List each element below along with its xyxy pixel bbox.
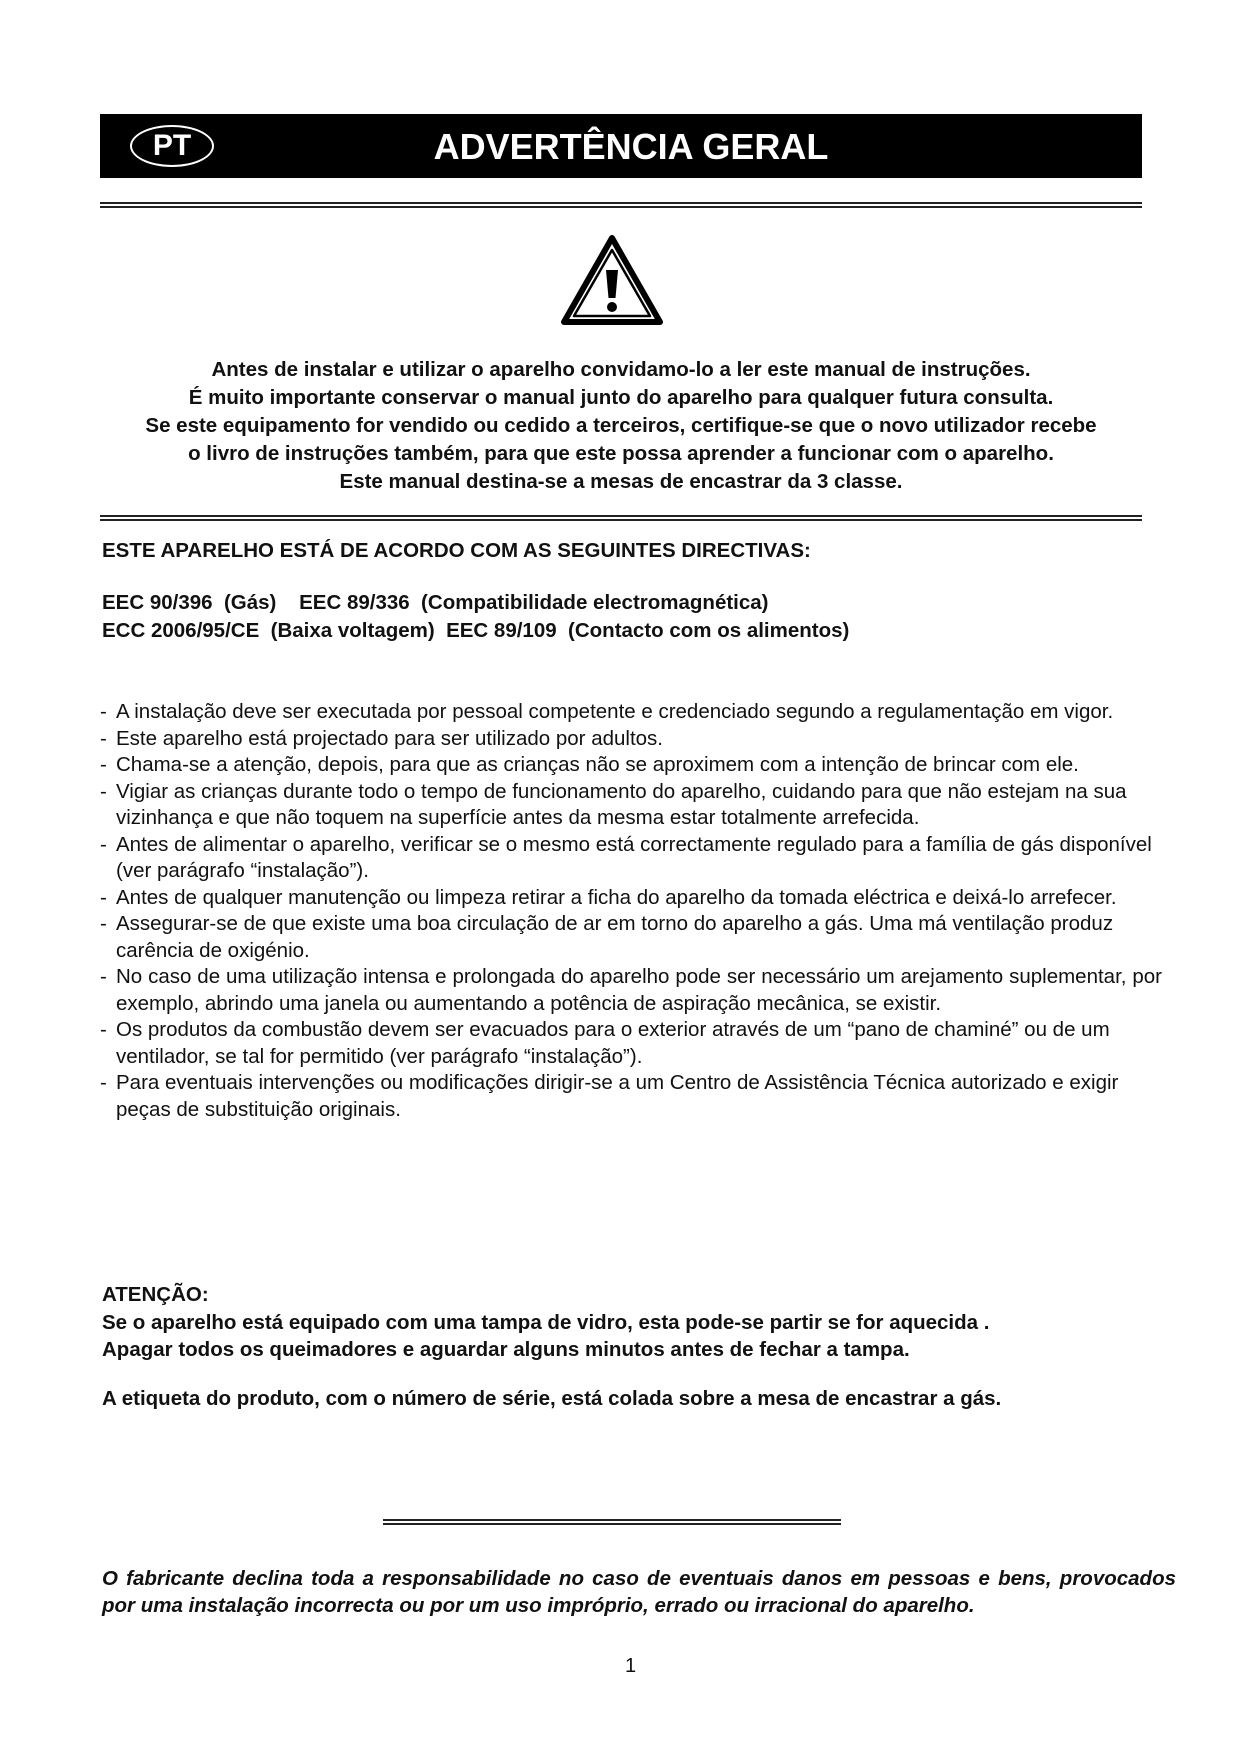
bullet-item: - No caso de uma utilização intensa e prolongada do aparelho pode ser necessário um arejamento suplementar, por exemplo, abrindo uma janela ou aumentando a potência de aspiração mecânica, se existir. [100, 964, 1162, 1017]
attention-line: Apagar todos os queimadores e aguardar alguns minutos antes de fechar a tampa. [102, 1338, 910, 1361]
bullet-item: - Este aparelho está projectado para ser utilizado por adultos. [100, 726, 1162, 753]
double-divider-bottom [383, 1519, 841, 1525]
product-label-note: A etiqueta do produto, com o número de série, está colada sobre a mesa de encastrar a gás. [102, 1387, 1002, 1410]
warning-triangle-icon [560, 234, 664, 326]
bullet-item: - Os produtos da combustão devem ser evacuados para o exterior através de um “pano de chaminé” ou de um ventilador, se tal for permitido (ver parágrafo “instalação”). [100, 1017, 1162, 1070]
bullet-item: - Assegurar-se de que existe uma boa circulação de ar em torno do aparelho a gás. Uma má ventilação produz carência de oxigénio. [100, 911, 1162, 964]
intro-text [100, 356, 1142, 496]
language-badge: PT [130, 125, 214, 167]
manufacturer-disclaimer: O fabricante declina toda a responsabilidade no caso de eventuais danos em pessoas e bens, provocados por uma instalação incorrecta ou por um uso impróprio, errado ou irracional do aparelho. [102, 1567, 1176, 1617]
bullet-item: - Antes de alimentar o aparelho, verificar se o mesmo está correctamente regulado para a família de gás disponível (ver parágrafo “instalação”). [100, 832, 1162, 885]
intro-line: Se este equipamento for vendido ou cedido a terceiros, certifique-se que o novo utilizador recebe [145, 414, 1097, 437]
bullet-item: - Chama-se a atenção, depois, para que as crianças não se aproximem com a intenção de brincar com ele. [100, 752, 1162, 779]
intro-line: Este manual destina-se a mesas de encastrar da 3 classe. [339, 470, 903, 493]
bullet-item: - Antes de qualquer manutenção ou limpeza retirar a ficha do aparelho da tomada eléctrica e deixá-lo arrefecer. [100, 885, 1162, 912]
attention-heading: ATENÇÃO: [102, 1283, 209, 1306]
directives-heading: ESTE APARELHO ESTÁ DE ACORDO COM AS SEGUINTES DIRECTIVAS: [102, 539, 811, 562]
header-bar [100, 114, 1142, 178]
intro-line: Antes de instalar e utilizar o aparelho convidamo-lo a ler este manual de instruções. [211, 358, 1031, 381]
intro-line: É muito importante conservar o manual junto do aparelho para qualquer futura consulta. [188, 386, 1054, 409]
attention-line: Se o aparelho está equipado com uma tampa de vidro, esta pode-se partir se for aquecida . [102, 1311, 990, 1334]
directive-line: ECC 2006/95/CE (Baixa voltagem) EEC 89/109 (Contacto com os alimentos) [102, 619, 850, 642]
bullet-item: - Para eventuais intervenções ou modificações dirigir-se a um Centro de Assistência Técnica autorizado e exigir peças de substituição originais. [100, 1070, 1162, 1123]
attention-text [102, 1309, 989, 1363]
double-divider-top [100, 202, 1142, 208]
directives-list [102, 589, 849, 645]
bullet-item: - Vigiar as crianças durante todo o tempo de funcionamento do aparelho, cuidando para que não estejam na sua vizinhança e que não toquem na superfície antes da mesma estar totalmente arrefecida. [100, 779, 1162, 832]
intro-line: o livro de instruções também, para que este possa aprender a funcionar com o aparelho. [188, 442, 1054, 465]
directive-line: EEC 90/396 (Gás) EEC 89/336 (Compatibilidade electromagnética) [102, 591, 769, 614]
bullet-item: - A instalação deve ser executada por pessoal competente e credenciado segundo a regulamentação em vigor. [100, 699, 1162, 726]
safety-bullet-list [100, 699, 1162, 1123]
double-divider-middle [100, 515, 1142, 521]
page-number: 1 [624, 1655, 637, 1677]
page-title: ADVERTÊNCIA GERAL [433, 126, 829, 167]
